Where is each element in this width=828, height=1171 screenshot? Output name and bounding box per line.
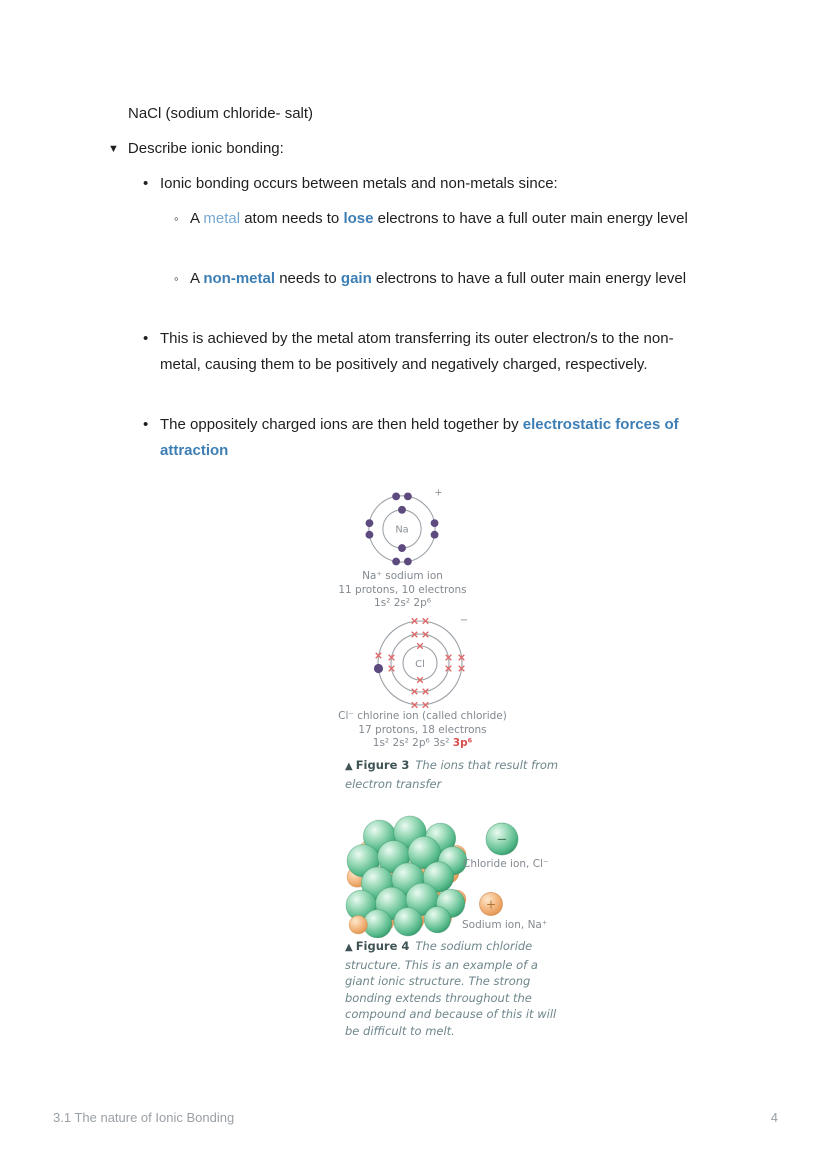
chlorine-caption-line2: 17 protons, 18 electrons — [358, 723, 487, 736]
sub2-t1: A — [190, 270, 204, 287]
sub1-metal-highlight: metal — [203, 210, 241, 227]
sub1-lose-highlight: lose — [343, 210, 374, 227]
figure4-caption-text: The sodium chloride structure. This is an example of a giant ionic structure. The strong bonding extends throughout the compound and because of this it will be difficult to melt. — [345, 939, 557, 1038]
sodium-caption-line3: 1s² 2s² 2p⁶ — [374, 597, 431, 609]
figure-triangle-icon: ▲ — [345, 761, 353, 772]
sub-list-item — [174, 266, 705, 292]
footer-page-number: 4 — [770, 1110, 778, 1125]
sub2-t2: needs to — [275, 270, 341, 287]
list-item — [143, 412, 716, 463]
list-item — [143, 326, 712, 377]
toggle-triangle-icon[interactable]: ▼ — [108, 143, 119, 155]
sub1-t2: atom needs to — [240, 210, 344, 227]
figure3-label: Figure 3 — [355, 758, 410, 772]
footer-section-title: 3.1 The nature of Ionic Bonding — [53, 1110, 235, 1125]
sodium-diagram-caption — [310, 570, 495, 611]
toggle-label: Describe ionic bonding: — [127, 140, 284, 157]
chloride-ion-diagram — [370, 611, 470, 715]
bullet3-emphasis: electrostatic forces of attraction — [160, 416, 679, 459]
sub1-t3: electrons to have a full outer main energy level — [373, 210, 688, 227]
bullet-icon: • — [143, 416, 149, 433]
transferred-electron-dot — [374, 664, 383, 673]
sub2-nonmetal-highlight: non-metal — [203, 270, 276, 287]
sub2-text — [190, 266, 705, 292]
chlorine-symbol: Cl — [415, 659, 425, 670]
sub-bullet-icon: ◦ — [174, 211, 179, 226]
figure3-caption — [345, 757, 561, 792]
chlorine-caption-line3 — [330, 737, 515, 751]
figure4-label: Figure 4 — [355, 939, 410, 953]
toggle-heading — [108, 136, 284, 164]
sodium-ion-legend-sphere — [478, 891, 504, 917]
chlorine-config-normal: 1s² 2s² 2p⁶ 3s² — [372, 737, 453, 749]
chlorine-config-red: 3p⁶ — [452, 737, 473, 749]
figure-triangle-icon: ▲ — [345, 942, 353, 953]
bullet1-text: Ionic bonding occurs between metals and non-metals since: — [160, 175, 558, 192]
chloride-ion-label: Chloride ion, Cl⁻ — [463, 858, 549, 870]
sodium-caption-line1: Na⁺ sodium ion — [362, 570, 443, 582]
chlorine-charge-sign: − — [459, 615, 469, 626]
intro-line: NaCl (sodium chloride- salt) — [128, 105, 314, 122]
figure3-caption-text: The ions that result from electron transfer — [345, 758, 559, 791]
chloride-minus-sign: − — [496, 832, 508, 848]
sub1-t1: A — [190, 210, 204, 227]
chlorine-diagram-caption — [330, 710, 515, 751]
sodium-plus-sign: + — [485, 897, 497, 912]
bullet-icon: • — [143, 175, 149, 192]
figure4-caption — [345, 938, 569, 1039]
sodium-ion-diagram — [360, 484, 444, 572]
sodium-symbol: Na — [395, 524, 409, 536]
sub2-gain-highlight: gain — [340, 270, 372, 287]
sodium-charge-sign: + — [434, 487, 443, 499]
bullet2-text: This is achieved by the metal atom transferring its outer electron/s to the non-metal, causing them to be positively and negatively charged, respectively. — [160, 330, 674, 373]
chlorine-caption-line1: Cl⁻ chlorine ion (called chloride) — [338, 710, 507, 722]
sub1-text — [190, 206, 705, 232]
nacl-structure-image — [343, 814, 475, 938]
list-item — [143, 171, 720, 197]
sub-list-item — [174, 206, 705, 232]
sodium-caption-line2: 11 protons, 10 electrons — [338, 583, 467, 596]
bullet3-text — [160, 412, 716, 463]
chloride-ion-legend-sphere — [484, 821, 520, 857]
bullet-icon: • — [143, 330, 149, 347]
sub-bullet-icon: ◦ — [174, 271, 179, 286]
bullet3-t1: The oppositely charged ions are then held together by — [160, 416, 523, 433]
sodium-ion-label: Sodium ion, Na⁺ — [462, 919, 548, 931]
sub2-t3: electrons to have a full outer main energy level — [371, 270, 687, 287]
